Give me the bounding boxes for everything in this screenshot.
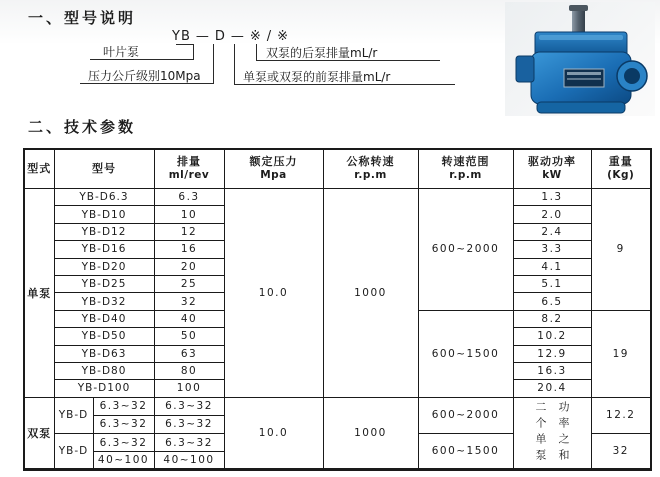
col-header-power: 驱动功率 kW <box>513 149 591 189</box>
model-code-middle: D <box>214 29 226 44</box>
label-pressure-class: 压力公斤级别10Mpa <box>88 69 201 83</box>
displacement-cell: 40 <box>154 310 224 327</box>
displacement-cell: 16 <box>154 241 224 258</box>
model-cell: YB-D63 <box>54 345 154 362</box>
displacement-cell: 10 <box>154 206 224 223</box>
model-cell: YB-D25 <box>54 275 154 292</box>
table-row <box>24 189 651 206</box>
model-code-dash2: — <box>230 29 245 44</box>
displacement-cell: 80 <box>154 362 224 379</box>
power-cell: 20.4 <box>513 380 591 397</box>
power-cell: 12.9 <box>513 345 591 362</box>
model-cell: YB-D12 <box>54 223 154 240</box>
weight-cell: 19 <box>591 310 651 397</box>
power-cell: 6.5 <box>513 293 591 310</box>
speed-cell-double: 1000 <box>323 397 418 470</box>
model-range-cell: 6.3~32 <box>93 415 154 433</box>
model-cell: YB-D80 <box>54 362 154 379</box>
power-cell: 2.4 <box>513 223 591 240</box>
label-rear-displacement: 双泵的后泵排量mL/r <box>266 46 378 60</box>
displacement-cell: 6.3~32 <box>154 434 224 452</box>
connector-line-yb-underline <box>176 44 194 45</box>
displacement-cell: 63 <box>154 345 224 362</box>
model-range-cell: 6.3~32 <box>93 397 154 415</box>
power-cell: 4.1 <box>513 258 591 275</box>
displacement-cell: 12 <box>154 223 224 240</box>
model-code <box>172 29 289 44</box>
label-vane-pump: 叶片泵 <box>103 45 140 59</box>
label-front-displacement: 单泵或双泵的前泵排量mL/r <box>243 70 391 84</box>
weight-cell: 12.2 <box>591 397 651 433</box>
pressure-cell-single: 10.0 <box>224 189 323 398</box>
col-header-type: 型式 <box>24 149 54 189</box>
displacement-cell: 6.3 <box>154 189 224 206</box>
model-cell: YB-D <box>54 434 93 470</box>
displacement-cell: 50 <box>154 328 224 345</box>
vane-pump-illustration <box>505 2 655 116</box>
connector-line-star2-vertical <box>256 44 257 60</box>
speed-cell-single: 1000 <box>323 189 418 398</box>
col-header-speed-range: 转速范围 r.p.m <box>418 149 513 189</box>
model-cell: YB-D <box>54 397 93 433</box>
col-header-weight: 重量 (Kg) <box>591 149 651 189</box>
section2-heading: 二、技术参数 <box>28 118 137 136</box>
col-header-model: 型号 <box>54 149 154 189</box>
table-row <box>24 397 651 415</box>
speed-range-cell: 600~2000 <box>418 189 513 311</box>
power-cell: 16.3 <box>513 362 591 379</box>
weight-cell: 9 <box>591 189 651 311</box>
col-header-displacement: 排量 ml/rev <box>154 149 224 189</box>
power-note-left: 二个单泵 <box>534 401 547 466</box>
displacement-cell: 100 <box>154 380 224 397</box>
technical-parameters-table <box>23 148 652 471</box>
model-range-cell: 6.3~32 <box>93 434 154 452</box>
connector-line-d-vertical <box>213 44 214 83</box>
model-cell: YB-D32 <box>54 293 154 310</box>
power-note-cell <box>513 397 591 470</box>
connector-line-star1-vertical <box>234 44 235 84</box>
model-code-star1: ※ <box>249 29 262 44</box>
model-range-cell: 40~100 <box>93 452 154 470</box>
weight-cell: 32 <box>591 434 651 470</box>
displacement-cell: 25 <box>154 275 224 292</box>
header-row <box>24 149 651 189</box>
section1-heading: 一、型号说明 <box>28 9 137 27</box>
displacement-cell: 6.3~32 <box>154 415 224 433</box>
displacement-cell: 20 <box>154 258 224 275</box>
power-cell: 8.2 <box>513 310 591 327</box>
model-cell: YB-D10 <box>54 206 154 223</box>
model-cell: YB-D50 <box>54 328 154 345</box>
model-code-prefix: YB <box>172 29 191 44</box>
power-note-right: 功率之和 <box>557 401 570 466</box>
model-cell: YB-D6.3 <box>54 189 154 206</box>
power-cell: 5.1 <box>513 275 591 292</box>
model-code-slash: / <box>266 29 273 44</box>
col-header-pressure: 额定压力 Mpa <box>224 149 323 189</box>
pump-photo <box>505 2 655 116</box>
model-cell: YB-D100 <box>54 380 154 397</box>
model-cell: YB-D40 <box>54 310 154 327</box>
speed-range-cell: 600~2000 <box>418 397 513 433</box>
displacement-cell: 32 <box>154 293 224 310</box>
pressure-cell-double: 10.0 <box>224 397 323 470</box>
speed-range-cell: 600~1500 <box>418 434 513 470</box>
model-cell: YB-D20 <box>54 258 154 275</box>
model-code-star2: ※ <box>277 29 290 44</box>
connector-line-yb-vertical <box>193 44 194 59</box>
power-cell: 10.2 <box>513 328 591 345</box>
col-header-speed: 公称转速 r.p.m <box>323 149 418 189</box>
model-code-dash1: — <box>195 29 210 44</box>
displacement-cell: 6.3~32 <box>154 397 224 415</box>
power-cell: 3.3 <box>513 241 591 258</box>
speed-range-cell: 600~1500 <box>418 310 513 397</box>
displacement-cell: 40~100 <box>154 452 224 470</box>
model-cell: YB-D16 <box>54 241 154 258</box>
type-cell-double: 双泵 <box>24 397 54 470</box>
type-cell-single: 单泵 <box>24 189 54 398</box>
power-cell: 2.0 <box>513 206 591 223</box>
power-cell: 1.3 <box>513 189 591 206</box>
